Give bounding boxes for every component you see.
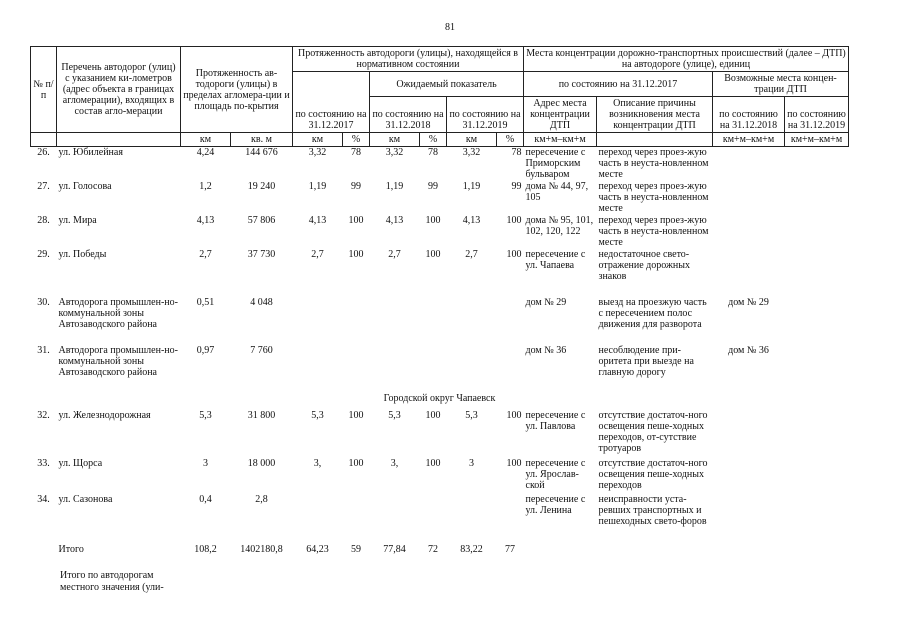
dtp-possible-2018	[713, 181, 785, 215]
dtp-reason: переход через проез-жую часть в неуста-новленном месте	[598, 147, 709, 180]
expected-header: Ожидаемый показатель	[370, 72, 524, 97]
norm-pct-2019: 99	[511, 180, 522, 192]
dtp-address: пересечение с ул. Чапаева	[525, 248, 586, 271]
dtp-reason: несоблюдение при-оритета при выезде на главную дорогу	[598, 344, 694, 378]
norm-km-2017	[293, 494, 343, 544]
dtp-address: дом № 36	[525, 344, 567, 356]
norm-km-2018	[370, 345, 420, 391]
col-length-header: Протяженность ав-тодороги (улицы) в пределах агломера-ции и площадь по-крытия	[181, 47, 293, 133]
norm-pct-2019: 100	[506, 409, 522, 421]
dtp-possible-2018	[713, 249, 785, 297]
road-area: 4 048	[250, 296, 273, 308]
road-km: 0,4	[199, 493, 212, 505]
unit-pct: %	[497, 133, 524, 147]
dtp-possible-2019	[785, 494, 849, 544]
roads-table	[30, 46, 849, 555]
dtp-address: пересечение с ул. Ленина	[525, 493, 586, 516]
norm-pct-2019	[497, 297, 524, 345]
road-name: Автодорога промышлен-но-коммунальной зоны Автозаводского района	[58, 344, 178, 378]
city-heading: Городской округ Чапаевск	[383, 392, 496, 404]
norm-km-2017	[293, 297, 343, 345]
norm-pct-2019: 78	[511, 147, 522, 158]
road-area: 144 676	[245, 147, 278, 158]
unit-km: км	[181, 133, 231, 147]
dtp-reason: отсутствие достаточ-ного освещения пеше-ходных переходов	[598, 457, 708, 491]
norm-km-2019: 2,7	[465, 248, 478, 260]
dtp-possible-2019	[785, 249, 849, 297]
dtp-possible-2018: дом № 29	[728, 296, 769, 308]
dtp-address: пересечение с ул. Павлова	[525, 409, 586, 432]
col-roads-header: Перечень автодорог (улиц) с указанием ки-лометров (адрес объекта в границах агломерации), входящих в состав агло-мерации	[57, 47, 181, 133]
dtp-reason-header: Описание причины возникновения места концентрации ДТП	[597, 97, 713, 133]
road-km: 1,2	[199, 180, 212, 192]
unit-kmm: км+м–км+м	[524, 133, 597, 147]
norm-km-2019: 1,19	[462, 180, 481, 192]
unit-kmm: км+м–км+м	[713, 133, 785, 147]
total-k19: 83,22	[460, 543, 483, 555]
norm-km-2018: 2,7	[388, 248, 401, 260]
dtp-possible-2018	[713, 410, 785, 458]
table-row	[31, 297, 849, 345]
unit-empty	[57, 133, 181, 147]
norm-pct-2019	[497, 494, 524, 544]
unit-km: км	[370, 133, 420, 147]
norm-km-2018: 5,3	[388, 409, 401, 421]
norm-pct-2018: 78	[428, 147, 438, 158]
dtp-possible-2019	[785, 297, 849, 345]
unit-empty	[597, 133, 713, 147]
road-area: 7 760	[250, 344, 273, 356]
norm-pct-2019: 100	[506, 214, 522, 226]
norm-pct-2017: 100	[348, 248, 364, 260]
road-km: 0,51	[196, 296, 215, 308]
total-p17: 59	[351, 543, 361, 555]
row-number: 26.	[37, 147, 50, 158]
col-norm-header: Протяженность автодороги (улицы), находящейся в нормативном состоянии	[293, 47, 524, 72]
norm-pct-2018: 100	[425, 248, 441, 260]
dtp-possible-2019	[785, 410, 849, 458]
road-name: ул. Юбилейная	[58, 147, 123, 158]
table-row	[31, 410, 849, 458]
norm-2019-header: по состоянию на 31.12.2019	[447, 97, 524, 133]
norm-km-2018	[370, 494, 420, 544]
total-k18: 77,84	[383, 543, 406, 555]
norm-pct-2019: 100	[506, 457, 522, 469]
norm-km-2018	[370, 297, 420, 345]
road-area: 37 730	[247, 248, 276, 260]
road-km: 4,24	[196, 147, 215, 158]
norm-pct-2017: 100	[348, 214, 364, 226]
total-row	[31, 544, 849, 555]
dtp-possible-2019	[785, 215, 849, 249]
total-label: Итого	[58, 543, 84, 555]
norm-pct-2017: 100	[348, 457, 364, 469]
norm-pct-2018: 100	[425, 214, 441, 226]
dtp-address: пересечение с ул. Ярослав-ской	[525, 457, 586, 491]
total-area: 1402180,8	[240, 543, 283, 555]
road-km: 5,3	[199, 409, 212, 421]
norm-km-2019	[447, 345, 497, 391]
norm-pct-2017	[343, 297, 370, 345]
road-km: 2,7	[199, 248, 212, 260]
dtp-possible-2019	[785, 458, 849, 494]
road-km: 0,97	[196, 344, 215, 356]
dtp-possible-2018: дом № 36	[728, 344, 769, 356]
dtp-reason: недостаточное свето-отражение дорожных знаков	[598, 248, 690, 282]
row-number: 29.	[37, 248, 50, 260]
road-area: 57 806	[247, 214, 276, 226]
norm-pct-2017: 99	[351, 180, 361, 192]
norm-pct-2018: 99	[428, 180, 438, 192]
norm-pct-2017: 78	[351, 147, 361, 158]
norm-pct-2018	[420, 494, 447, 544]
norm-km-2019	[447, 297, 497, 345]
road-name: ул. Щорса	[58, 457, 103, 469]
road-name: ул. Голосова	[58, 180, 112, 192]
dtp-reason: выезд на проезжую часть с пересечением полос движения для разворота	[598, 296, 707, 330]
road-name: Автодорога промышлен-но-коммунальной зоны Автозаводского района	[58, 296, 178, 330]
col-num-header: № п/п	[31, 47, 57, 133]
table-row	[31, 249, 849, 297]
footer-text: Итого по автодорогам местного значения (ули-	[60, 570, 164, 593]
row-number: 28.	[37, 214, 50, 226]
dtp-2018-header: по состоянию на 31.12.2018	[713, 97, 785, 133]
col-dtp-header: Места концентрации дорожно-транспортных происшествий (далее – ДТП) на автодороге (улице), единиц	[524, 47, 849, 72]
dtp-address: дома № 95, 101, 102, 120, 122	[525, 214, 594, 237]
norm-km-2019: 3,32	[462, 147, 481, 158]
norm-km-2018: 4,13	[385, 214, 404, 226]
total-p18: 72	[428, 543, 438, 555]
page-number: 81	[445, 22, 455, 33]
total-k17: 64,23	[306, 543, 329, 555]
total-p19: 77	[505, 543, 515, 555]
dtp-address: дома № 44, 97, 105	[525, 180, 589, 203]
dtp-possible-2019	[785, 181, 849, 215]
norm-km-2017	[293, 345, 343, 391]
row-number: 32.	[37, 409, 50, 421]
norm-km-2019: 3	[469, 457, 474, 469]
norm-km-2018: 3,	[390, 457, 399, 469]
norm-pct-2018	[420, 345, 447, 391]
unit-sqm: кв. м	[231, 133, 293, 147]
dtp-possible-2018	[713, 215, 785, 249]
dtp-possible-2018	[713, 494, 785, 544]
dtp-2017-header: по состоянию на 31.12.2017	[524, 72, 713, 97]
norm-pct-2018: 100	[425, 409, 441, 421]
norm-km-2019	[447, 494, 497, 544]
road-km: 4,13	[196, 214, 215, 226]
table-row	[31, 147, 849, 181]
norm-2018-header: по состоянию на 31.12.2018	[370, 97, 447, 133]
row-number: 27.	[37, 180, 50, 192]
norm-km-2018: 3,32	[385, 147, 404, 158]
dtp-address: пересечение с Приморским бульваром	[525, 147, 586, 180]
road-area: 2,8	[255, 493, 268, 505]
norm-km-2017: 5,3	[311, 409, 324, 421]
unit-pct: %	[420, 133, 447, 147]
dtp-possible-2018	[713, 147, 785, 181]
unit-empty	[31, 133, 57, 147]
norm-km-2017: 4,13	[308, 214, 327, 226]
norm-2017-header: по состоянию на 31.12.2017	[293, 72, 370, 133]
norm-km-2018: 1,19	[385, 180, 404, 192]
dtp-address-header: Адрес места концентрации ДТП	[524, 97, 597, 133]
dtp-reason: неисправности уста-ревших транспортных и пешеходных свето-форов	[598, 493, 707, 527]
road-area: 31 800	[247, 409, 276, 421]
dtp-possible-header: Возможные места концен-трации ДТП	[713, 72, 849, 97]
dtp-2019-header: по состоянию на 31.12.2019	[785, 97, 849, 133]
norm-pct-2017	[343, 494, 370, 544]
norm-km-2017: 3,32	[308, 147, 327, 158]
norm-km-2017: 2,7	[311, 248, 324, 260]
dtp-address: дом № 29	[525, 296, 567, 308]
dtp-possible-2019	[785, 345, 849, 391]
row-number: 33.	[37, 457, 50, 469]
norm-pct-2017: 100	[348, 409, 364, 421]
unit-km: км	[447, 133, 497, 147]
unit-kmm: км+м–км+м	[785, 133, 849, 147]
norm-km-2017: 1,19	[308, 180, 327, 192]
road-name: ул. Победы	[58, 248, 107, 260]
norm-pct-2018	[420, 297, 447, 345]
dtp-reason: отсутствие достаточ-ного освещения пеше-ходных переходов, от-сутствие тротуаров	[598, 409, 708, 454]
dtp-possible-2019	[785, 147, 849, 181]
table-row	[31, 458, 849, 494]
road-name: ул. Сазонова	[58, 493, 113, 505]
unit-pct: %	[343, 133, 370, 147]
road-name: ул. Мира	[58, 214, 97, 226]
unit-km: км	[293, 133, 343, 147]
table-row	[31, 345, 849, 391]
table-row	[31, 181, 849, 215]
norm-pct-2018: 100	[425, 457, 441, 469]
row-number: 31.	[37, 344, 50, 356]
road-km: 3	[203, 457, 208, 469]
road-name: ул. Железнодорожная	[58, 409, 151, 421]
total-km: 108,2	[194, 543, 217, 555]
road-area: 18 000	[247, 457, 276, 469]
dtp-reason: переход через проез-жую часть в неуста-новленном месте	[598, 180, 709, 214]
row-number: 34.	[37, 493, 50, 505]
norm-km-2017: 3,	[313, 457, 322, 469]
table-row	[31, 494, 849, 544]
norm-pct-2019: 100	[506, 248, 522, 260]
road-area: 19 240	[247, 180, 276, 192]
norm-km-2019: 5,3	[465, 409, 478, 421]
norm-pct-2019	[497, 345, 524, 391]
row-number: 30.	[37, 296, 50, 308]
table-row	[31, 215, 849, 249]
norm-km-2019: 4,13	[462, 214, 481, 226]
norm-pct-2017	[343, 345, 370, 391]
dtp-possible-2018	[713, 458, 785, 494]
dtp-reason: переход через проез-жую часть в неуста-новленном месте	[598, 214, 709, 248]
